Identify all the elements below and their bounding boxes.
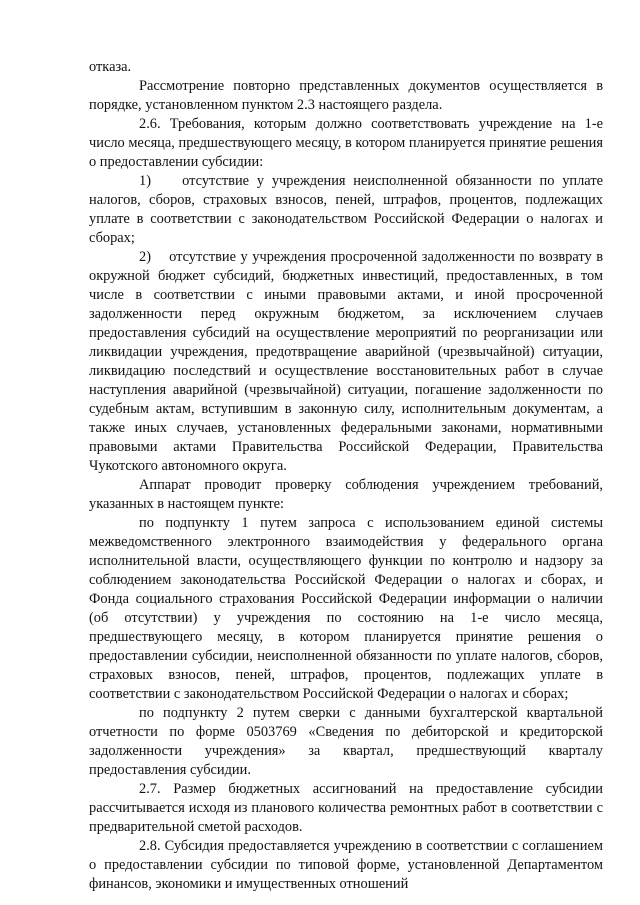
- paragraph-continuation: отказа.: [89, 59, 132, 75]
- paragraph-2-8-agreement: 2.8. Субсидия предоставляется учреждению в соответствии с соглашением о предоставлении субсидии по типовой форме, установленной Департаментом финансов, экономики и имущественных отношений: [89, 838, 603, 892]
- document-body: [89, 58, 603, 894]
- paragraph-subitem-2-check: по подпункту 2 путем сверки с данными бухгалтерской квартальной отчетности по форме 0503769 «Сведения по дебиторской и кредиторской задолженности учреждения» за квартал, предшествующий кварталу предоставления субсидии.: [89, 705, 603, 778]
- paragraph-2-6-requirements: 2.6. Требования, которым должно соответствовать учреждение на 1-е число месяца, предшествующего месяцу, в котором планируется принятие решения о предоставлении субсидии:: [89, 116, 603, 170]
- list-item-2: 2) отсутствие у учреждения просроченной задолженности по возврату в окружной бюджет субсидий, бюджетных инвестиций, предоставленных, в том числе в соответствии с иными правовыми актами, и иной просроченной задолженности перед окружным бюджетом, за исключением случаев предоставления субсидий на осуществление мероприятий по реорганизации или ликвидации учреждения, предотвращение аварийной (чрезвычайной) ситуации, ликвидацию последствий и осуществление восстановительных работ в случае наступления аварийной (чрезвычайной) ситуации, погашение задолженности по судебным актам, вступившим в законную силу, исполнительным документам, а также иных случаев, установленных федеральными законами, нормативными правовыми актами Правительства Российской Федерации, Правительства Чукотского автономного округа.: [89, 249, 603, 474]
- paragraph-2-7-budget: 2.7. Размер бюджетных ассигнований на предоставление субсидии рассчитывается исходя из планового количества ремонтных работ в соответствии с предварительной сметой расходов.: [89, 781, 603, 835]
- paragraph-verification: Аппарат проводит проверку соблюдения учреждением требований, указанных в настоящем пункте:: [89, 477, 603, 512]
- paragraph-subitem-1-check: по подпункту 1 путем запроса с использованием единой системы межведомственного электронного взаимодействия у федерального органа исполнительной власти, осуществляющего функции по контролю и надзору за соблюдением законодательства Российской Федерации о налогах и сборах, и Фонда социального страхования Российской Федерации информации о наличии (об отсутствии) у учреждения по состоянию на 1-е число месяца, предшествующего месяцу, в котором планируется принятие решения о предоставлении субсидии, неисполненной обязанности по уплате налогов, сборов, страховых взносов, пеней, штрафов, процентов, подлежащих уплате в соответствии с законодательством Российской Федерации о налогах и сборах;: [89, 515, 603, 702]
- paragraph-resubmission: Рассмотрение повторно представленных документов осуществляется в порядке, установленном пунктом 2.3 настоящего раздела.: [89, 78, 603, 113]
- list-item-1: 1) отсутствие у учреждения неисполненной обязанности по уплате налогов, сборов, страховых взносов, пеней, штрафов, процентов, подлежащих уплате в соответствии с законодательством Российской Федерации о налогах и сборах;: [89, 173, 603, 246]
